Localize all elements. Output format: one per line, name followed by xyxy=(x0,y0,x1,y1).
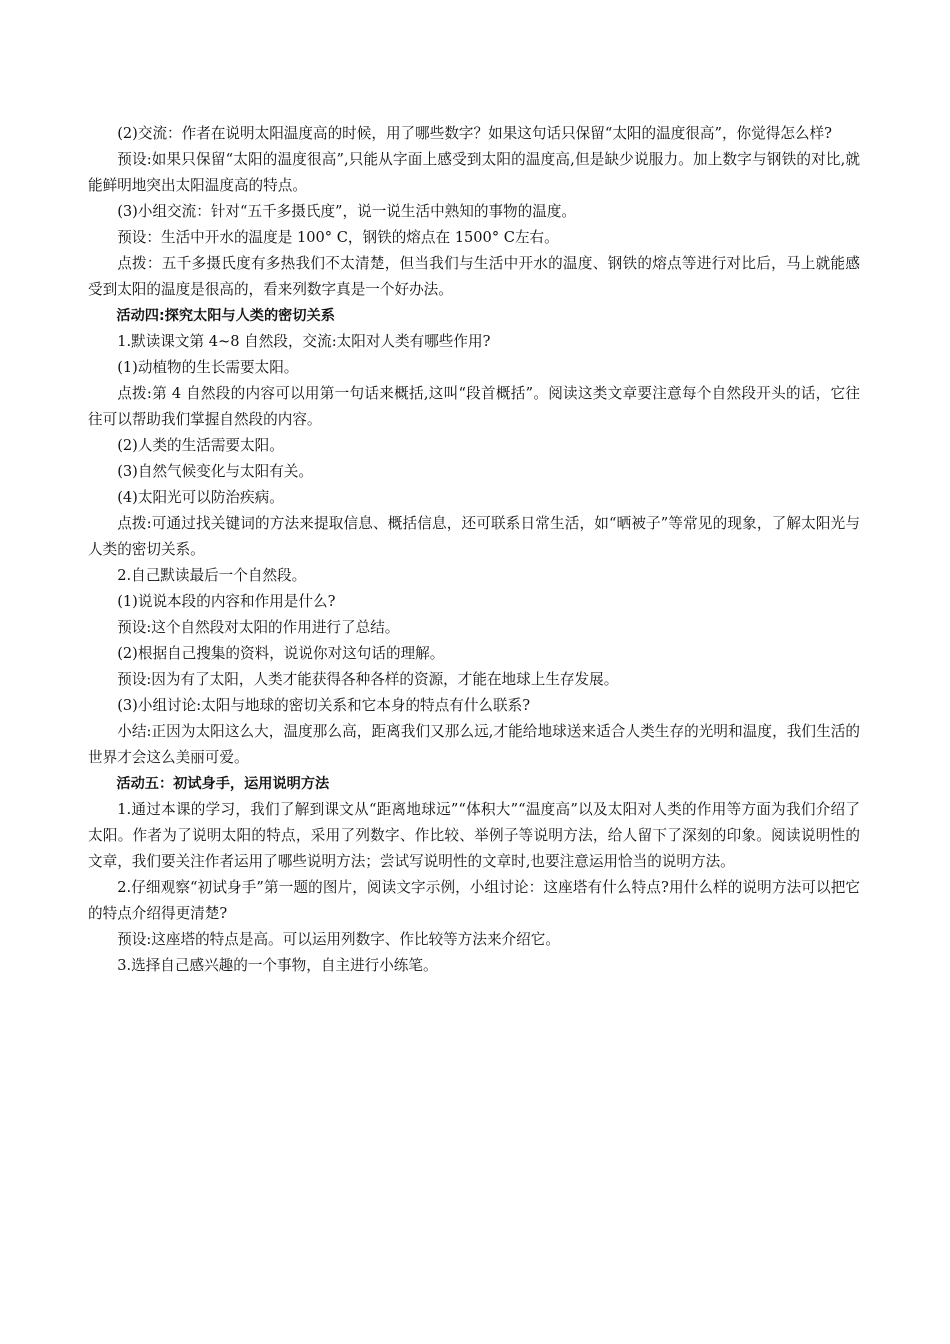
paragraph: 小结:正因为太阳这么大，温度那么高，距离我们又那么远,才能给地球送来适合人类生存的光明和温度，我们生活的世界才会这么美丽可爱。 xyxy=(88,723,860,766)
document-page xyxy=(88,121,860,979)
paragraph: (2)人类的生活需要太阳。 xyxy=(117,437,284,454)
paragraph: 点拨:第 4 自然段的内容可以用第一句话来概括,这叫“段首概括”。阅读这类文章要注意每个自然段开头的话，它往往可以帮助我们掌握自然段的内容。 xyxy=(88,385,860,428)
paragraph: 2.自己默读最后一个自然段。 xyxy=(117,567,307,584)
paragraph: (4)太阳光可以防治疾病。 xyxy=(117,489,284,506)
paragraph: (3)自然气候变化与太阳有关。 xyxy=(117,463,313,480)
paragraph: 预设：生活中开水的温度是 100° C，钢铁的熔点在 1500° C左右。 xyxy=(117,229,559,246)
paragraph: 预设:这座塔的特点是高。可以运用列数字、作比较等方法来介绍它。 xyxy=(117,931,560,948)
paragraph: (1)动植物的生长需要太阳。 xyxy=(117,359,299,376)
paragraph: 1.默读课文第 4~8 自然段，交流:太阳对人类有哪些作用? xyxy=(117,333,491,350)
paragraph: (1)说说本段的内容和作用是什么? xyxy=(117,593,336,610)
paragraph: (2)交流：作者在说明太阳温度高的时候，用了哪些数字？如果这句话只保留“太阳的温度很高”，你觉得怎么样? xyxy=(117,125,832,142)
section-heading: 活动五：初试身手，运用说明方法 xyxy=(116,776,330,792)
paragraph: (3)小组讨论:太阳与地球的密切关系和它本身的特点有什么联系? xyxy=(117,697,531,714)
paragraph: 点拨：五千多摄氏度有多热我们不太清楚，但当我们与生活中开水的温度、钢铁的熔点等进行对比后，马上就能感受到太阳的温度是很高的，看来列数字真是一个好办法。 xyxy=(88,255,860,298)
paragraph: 3.选择自己感兴趣的一个事物，自主进行小练笔。 xyxy=(117,957,438,974)
paragraph: (3)小组交流：针对“五千多摄氏度”，说一说生活中熟知的事物的温度。 xyxy=(117,203,577,220)
section-heading: 活动四:探究太阳与人类的密切关系 xyxy=(116,308,335,324)
paragraph: (2)根据自己搜集的资料，说说你对这句话的理解。 xyxy=(117,645,445,662)
paragraph: 预设:因为有了太阳，人类才能获得各种各样的资源，才能在地球上生存发展。 xyxy=(117,671,619,688)
paragraph: 点拨:可通过找关键词的方法来提取信息、概括信息，还可联系日常生活，如“晒被子”等常见的现象，了解太阳光与人类的密切关系。 xyxy=(88,515,860,558)
paragraph: 2.仔细观察“初试身手”第一题的图片，阅读文字示例，小组讨论：这座塔有什么特点?用什么样的说明方法可以把它的特点介绍得更清楚? xyxy=(88,879,860,922)
paragraph: 预设:这个自然段对太阳的作用进行了总结。 xyxy=(117,619,400,636)
paragraph: 1.通过本课的学习，我们了解到课文从“距离地球远”“体积大”“温度高”以及太阳对人类的作用等方面为我们介绍了太阳。作者为了说明太阳的特点，采用了列数字、作比较、举例子等说明方法，给人留下了深刻的印象。阅读说明性的文章，我们要关注作者运用了哪些说明方法；尝试写说明性的文章时,也要注意运用恰当的说明方法。 xyxy=(88,801,860,870)
paragraph: 预设:如果只保留“太阳的温度很高”,只能从字面上感受到太阳的温度高,但是缺少说服力。加上数字与钢铁的对比,就能鲜明地突出太阳温度高的特点。 xyxy=(88,151,860,194)
